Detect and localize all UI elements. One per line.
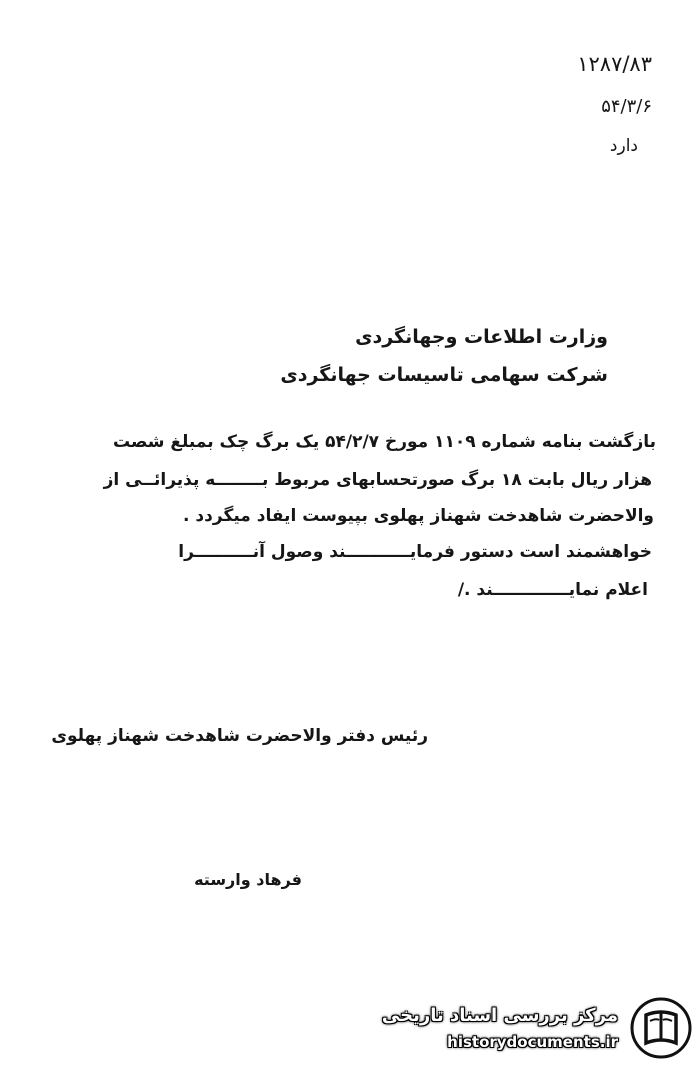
document-date: ۵۴/۳/۶: [601, 96, 652, 117]
addressee-company: شرکت سهامی تاسیسات جهانگردی: [280, 364, 608, 386]
attachment-note: دارد: [609, 136, 638, 156]
body-line: والاحضرت شاهدخت شهناز پهلوی بپیوست ایفاد میگردد .: [183, 506, 654, 526]
body-line: بازگشت بنامه شماره ۱۱۰۹ مورخ ۵۴/۲/۷ یک برگ چک بمبلغ شصت: [112, 432, 656, 452]
signer-name: فرهاد وارسته: [194, 870, 302, 889]
signer-title: رئیس دفتر والاحضرت شاهدخت شهناز پهلوی: [51, 726, 428, 746]
watermark: [381, 997, 692, 1059]
body-line: خواهشمند است دستور فرمایـــــــــــند وصول آنــــــــــرا: [178, 542, 652, 562]
watermark-url: historydocuments.ir: [447, 1033, 618, 1051]
body-line: هزار ریال بابت ۱۸ برگ صورتحسابهای مربوط بــــــــه پذیرائــی از: [103, 470, 652, 490]
book-logo-icon: [630, 997, 692, 1059]
watermark-title: مرکز بررسی اسناد تاریخی: [381, 1005, 618, 1026]
addressee-ministry: وزارت اطلاعات وجهانگردی: [355, 326, 608, 348]
reference-number: ۱۲۸۷/۸۳: [577, 52, 652, 76]
body-line: اعلام نمایـــــــــــــند ./: [457, 580, 648, 600]
